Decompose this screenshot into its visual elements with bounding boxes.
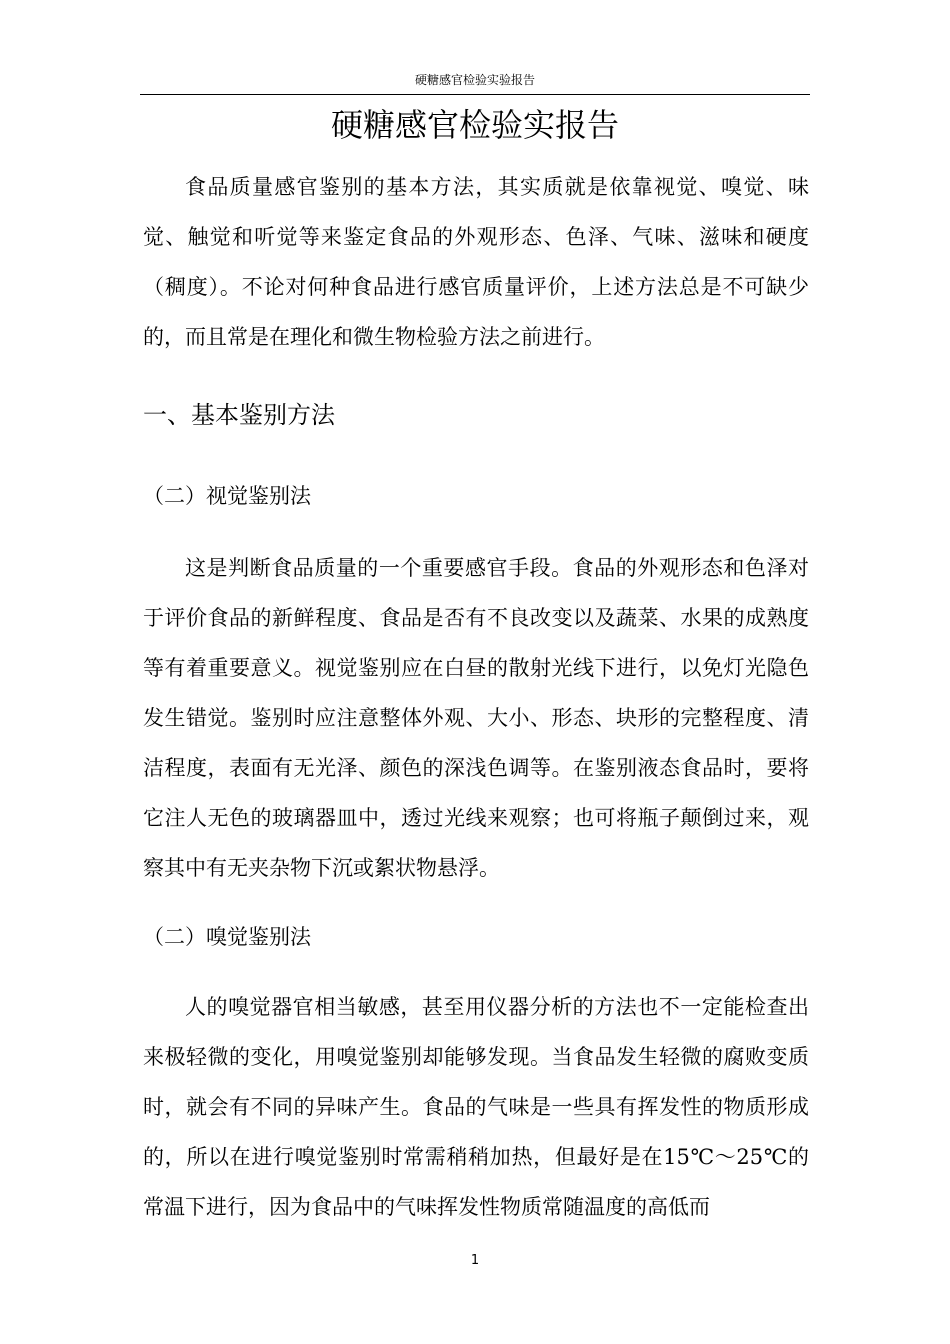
subsection-heading-smell: （二）嗅觉鉴别法 (143, 925, 311, 949)
document-title: 硬糖感官检验实报告 (330, 106, 619, 144)
running-header: 硬糖感官检验实验报告 (414, 73, 535, 87)
intro-paragraph: 食品质量感官鉴别的基本方法，其实质就是依靠视觉、嗅觉、味觉、触觉和听觉等来鉴定食品的外观形态、色泽、气味、滋味和硬度（稠度）。不论对何种食品进行感官质量评价，上述方法总是不可缺少的，而且常是在理化和微生物检验方法之前进行。 (143, 175, 809, 349)
smell-method-paragraph: 人的嗅觉器官相当敏感，甚至用仪器分析的方法也不一定能检查出来极轻微的变化，用嗅觉鉴别却能够发现。当食品发生轻微的腐败变质时，就会有不同的异味产生。食品的气味是一些具有挥发性的物质形成的，所以在进行嗅觉鉴别时常需稍稍加热，但最好是在15℃～25℃的常温下进行，因为食品中的气味挥发性物质常随温度的高低而 (143, 995, 809, 1219)
header-divider (140, 94, 810, 95)
visual-method-paragraph: 这是判断食品质量的一个重要感官手段。食品的外观形态和色泽对于评价食品的新鲜程度、食品是否有不良改变以及蔬菜、水果的成熟度等有着重要意义。视觉鉴别应在白昼的散射光线下进行，以免灯光隐色发生错觉。鉴别时应注意整体外观、大小、形态、块形的完整程度、清洁程度，表面有无光泽、颜色的深浅色调等。在鉴别液态食品时，要将它注人无色的玻璃器皿中，透过光线来观察；也可将瓶子颠倒过来，观察其中有无夹杂物下沉或絮状物悬浮。 (143, 556, 809, 880)
page-number: 1 (470, 1253, 480, 1268)
section-heading-basic-methods: 一、基本鉴别方法 (143, 401, 335, 429)
subsection-heading-visual: （二）视觉鉴别法 (143, 484, 311, 508)
